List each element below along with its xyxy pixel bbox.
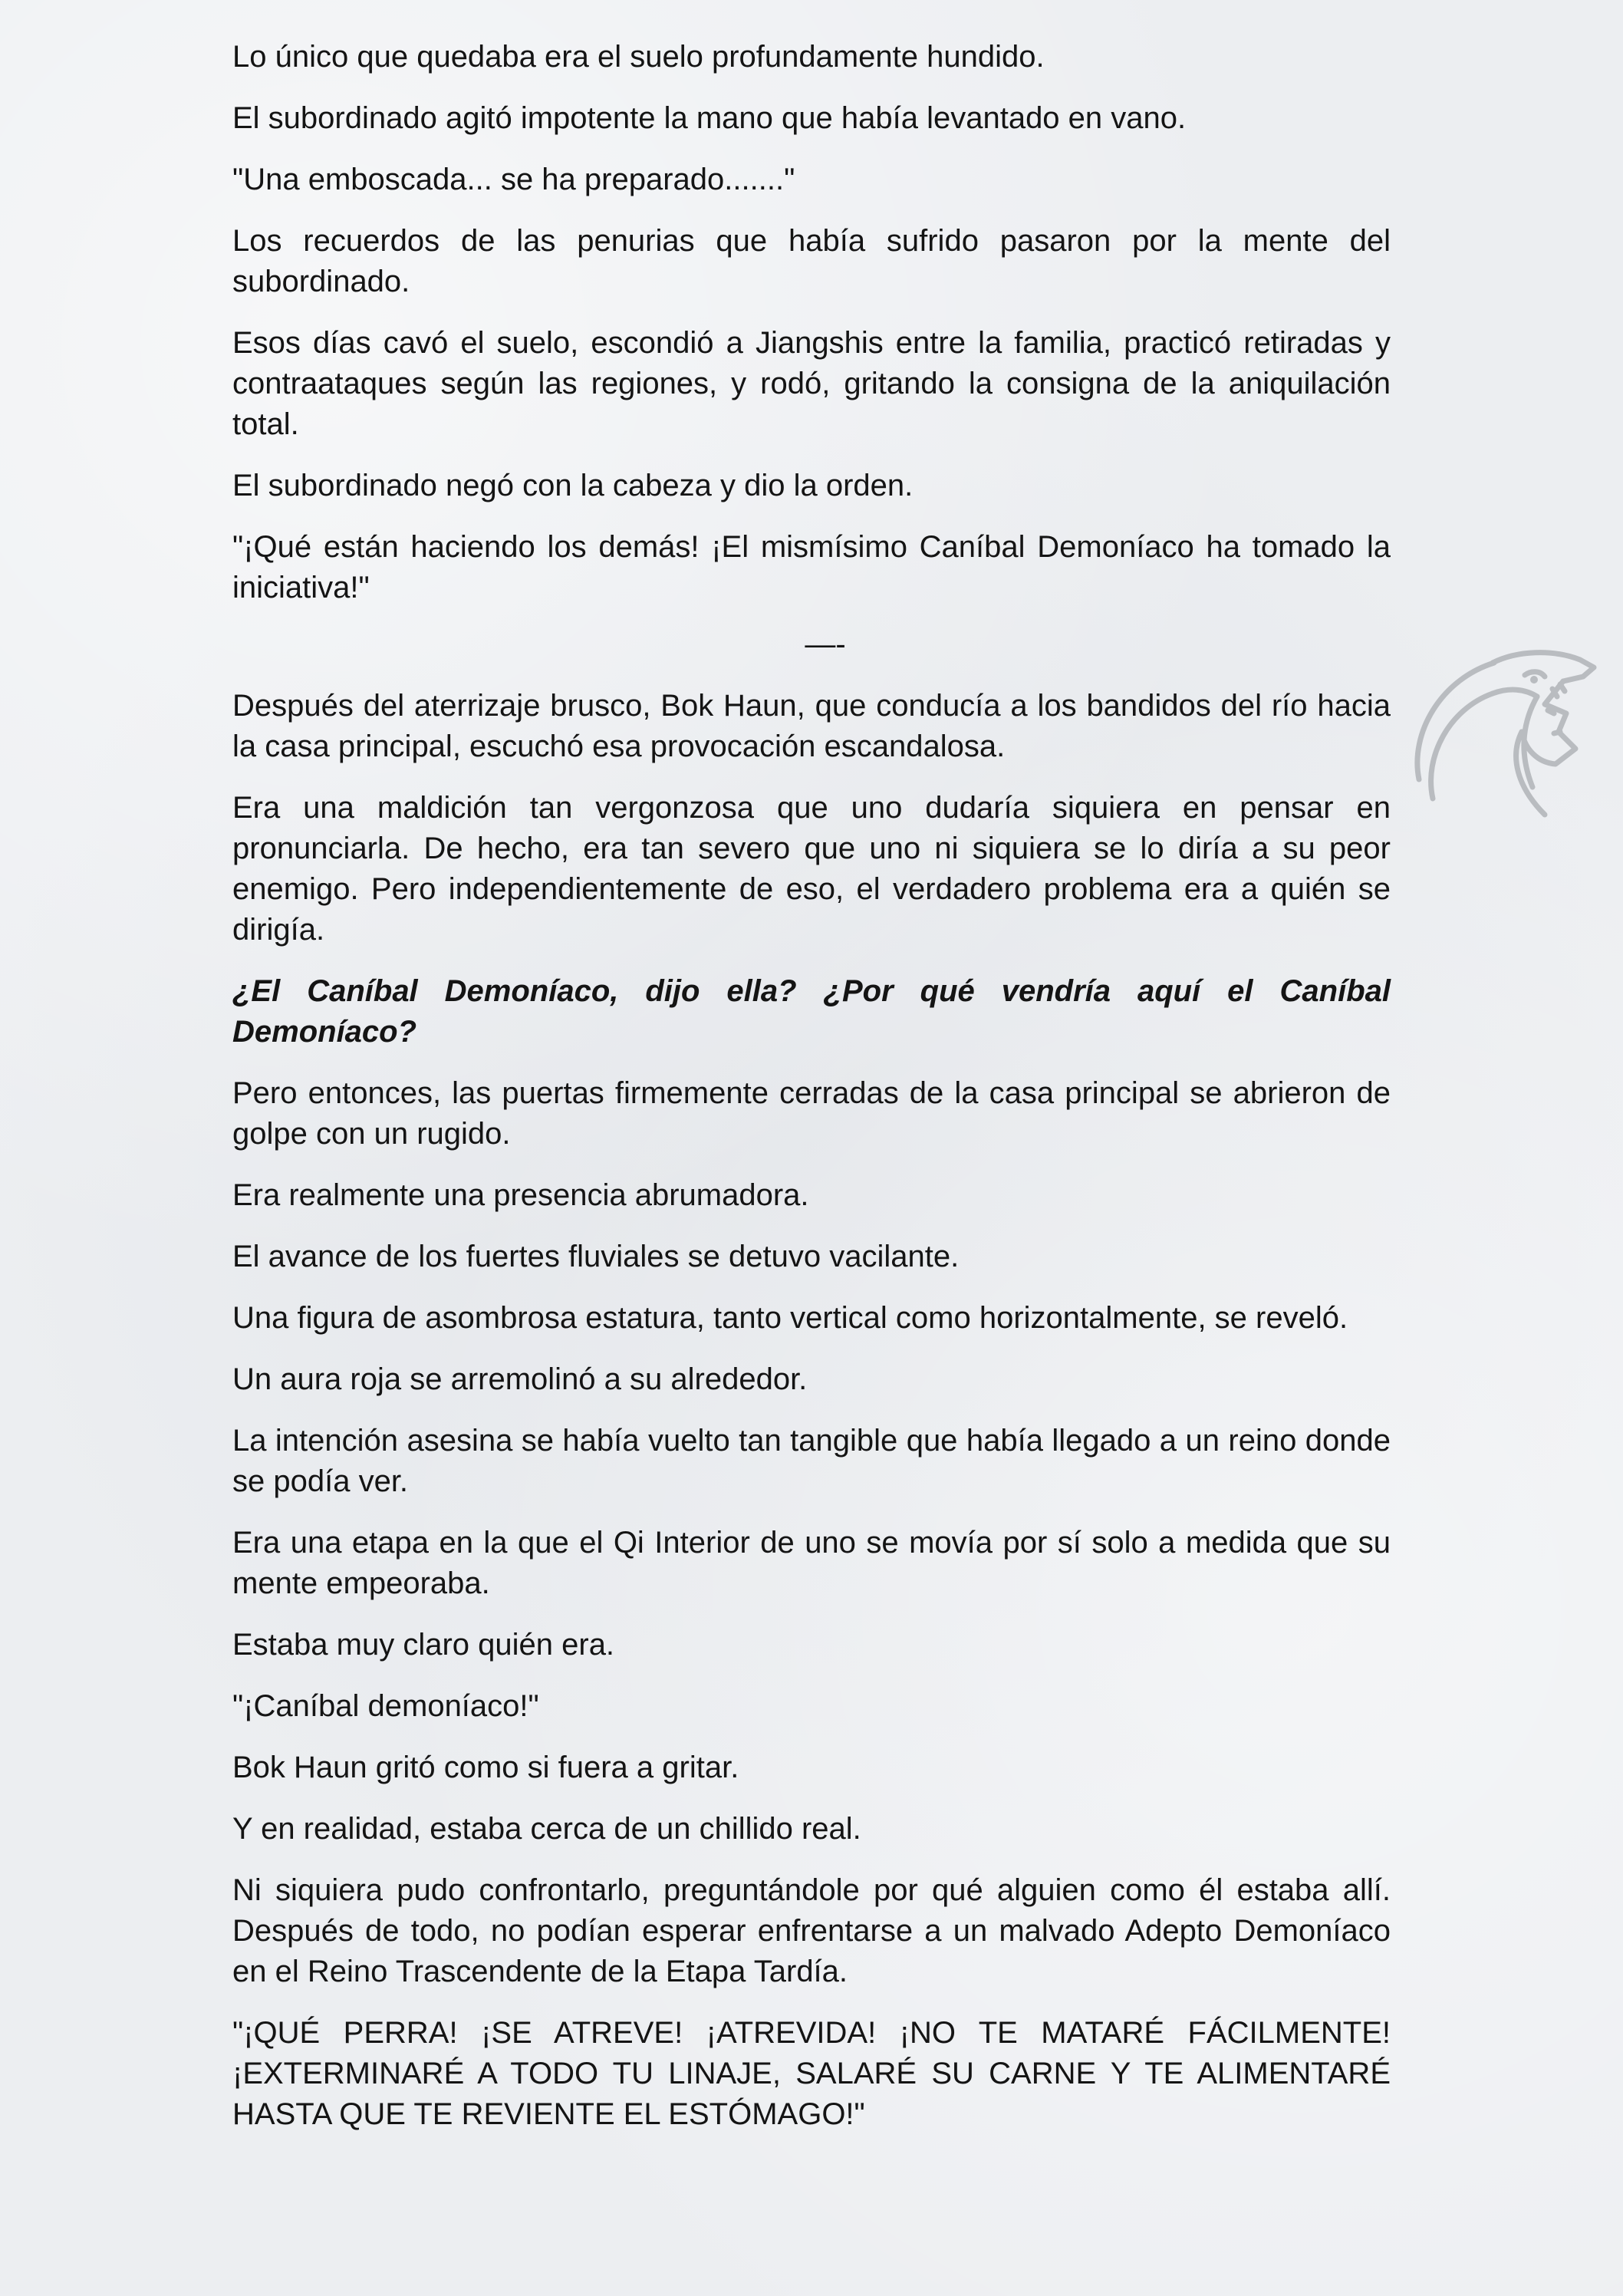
paragraph-p21: Y en realidad, estaba cerca de un chillido real.	[232, 1812, 861, 1846]
paragraph-p05: Esos días cavó el suelo, escondió a Jiangshis entre la familia, practicó retiradas y contraataques según las regiones, y rodó, gritando la consigna de la aniquilación total.	[232, 326, 1391, 441]
paragraph-p08: Después del aterrizaje brusco, Bok Haun, que conducía a los bandidos del río hacia la casa principal, escuchó esa provocación escandalosa.	[232, 689, 1391, 763]
paragraph-p02: El subordinado agitó impotente la mano que había levantado en vano.	[232, 101, 1187, 135]
paragraph-p20: Bok Haun gritó como si fuera a gritar.	[232, 1751, 739, 1784]
document-body	[232, 37, 1391, 2156]
paragraph-p19: "¡Caníbal demoníaco!"	[232, 1689, 539, 1723]
paragraph-p09: Era una maldición tan vergonzosa que uno dudaría siquiera en pensar en pronunciarla. De hecho, era tan severo que uno ni siquiera se lo diría a su peor enemigo. Pero independientemente de eso, el verdadero problema era a quién se dirigía.	[232, 791, 1391, 947]
paragraph-p16: La intención asesina se había vuelto tan tangible que había llegado a un reino donde se podía ver.	[232, 1424, 1391, 1498]
paragraph-p23: "¡QUÉ PERRA! ¡SE ATREVE! ¡ATREVIDA! ¡NO TE MATARÉ FÁCILMENTE! ¡EXTERMINARÉ A TODO TU LINAJE, SALARÉ SU CARNE Y TE ALIMENTARÉ HASTA QUE TE REVIENTE EL ESTÓMAGO!"	[232, 2016, 1391, 2131]
paragraph-p07: "¡Qué están haciendo los demás! ¡El mismísimo Caníbal Demoníaco ha tomado la iniciativa!"	[232, 530, 1391, 604]
paragraph-p18: Estaba muy claro quién era.	[232, 1628, 615, 1662]
paragraph-p15: Un aura roja se arremolinó a su alrededor.	[232, 1362, 808, 1396]
paragraph-p01: Lo único que quedaba era el suelo profundamente hundido.	[232, 40, 1045, 74]
paragraph-p04: Los recuerdos de las penurias que había sufrido pasaron por la mente del subordinado.	[232, 224, 1391, 298]
paragraph-p17: Era una etapa en la que el Qi Interior de uno se movía por sí solo a medida que su mente empeoraba.	[232, 1526, 1391, 1600]
paragraph-p11: Pero entonces, las puertas firmemente cerradas de la casa principal se abrieron de golpe con un rugido.	[232, 1076, 1391, 1151]
paragraph-p10: ¿El Caníbal Demoníaco, dijo ella? ¿Por qué vendría aquí el Caníbal Demoníaco?	[232, 974, 1391, 1049]
paragraph-p06: El subordinado negó con la cabeza y dio la orden.	[232, 469, 914, 502]
paragraph-p12: Era realmente una presencia abrumadora.	[232, 1178, 809, 1212]
dinosaur-head-logo-icon	[1402, 634, 1608, 825]
paragraph-p22: Ni siquiera pudo confrontarlo, preguntándole por qué alguien como él estaba allí. Después de todo, no podían esperar enfrentarse a un malvado Adepto Demoníaco en el Reino Trascendente de la Etapa Tardía.	[232, 1873, 1391, 1988]
paragraph-p14: Una figura de asombrosa estatura, tanto vertical como horizontalmente, se reveló.	[232, 1301, 1348, 1335]
section-separator: —-	[805, 628, 846, 661]
paragraph-p13: El avance de los fuertes fluviales se detuvo vacilante.	[232, 1240, 960, 1273]
paragraph-p03: "Una emboscada... se ha preparado......."	[232, 163, 795, 196]
